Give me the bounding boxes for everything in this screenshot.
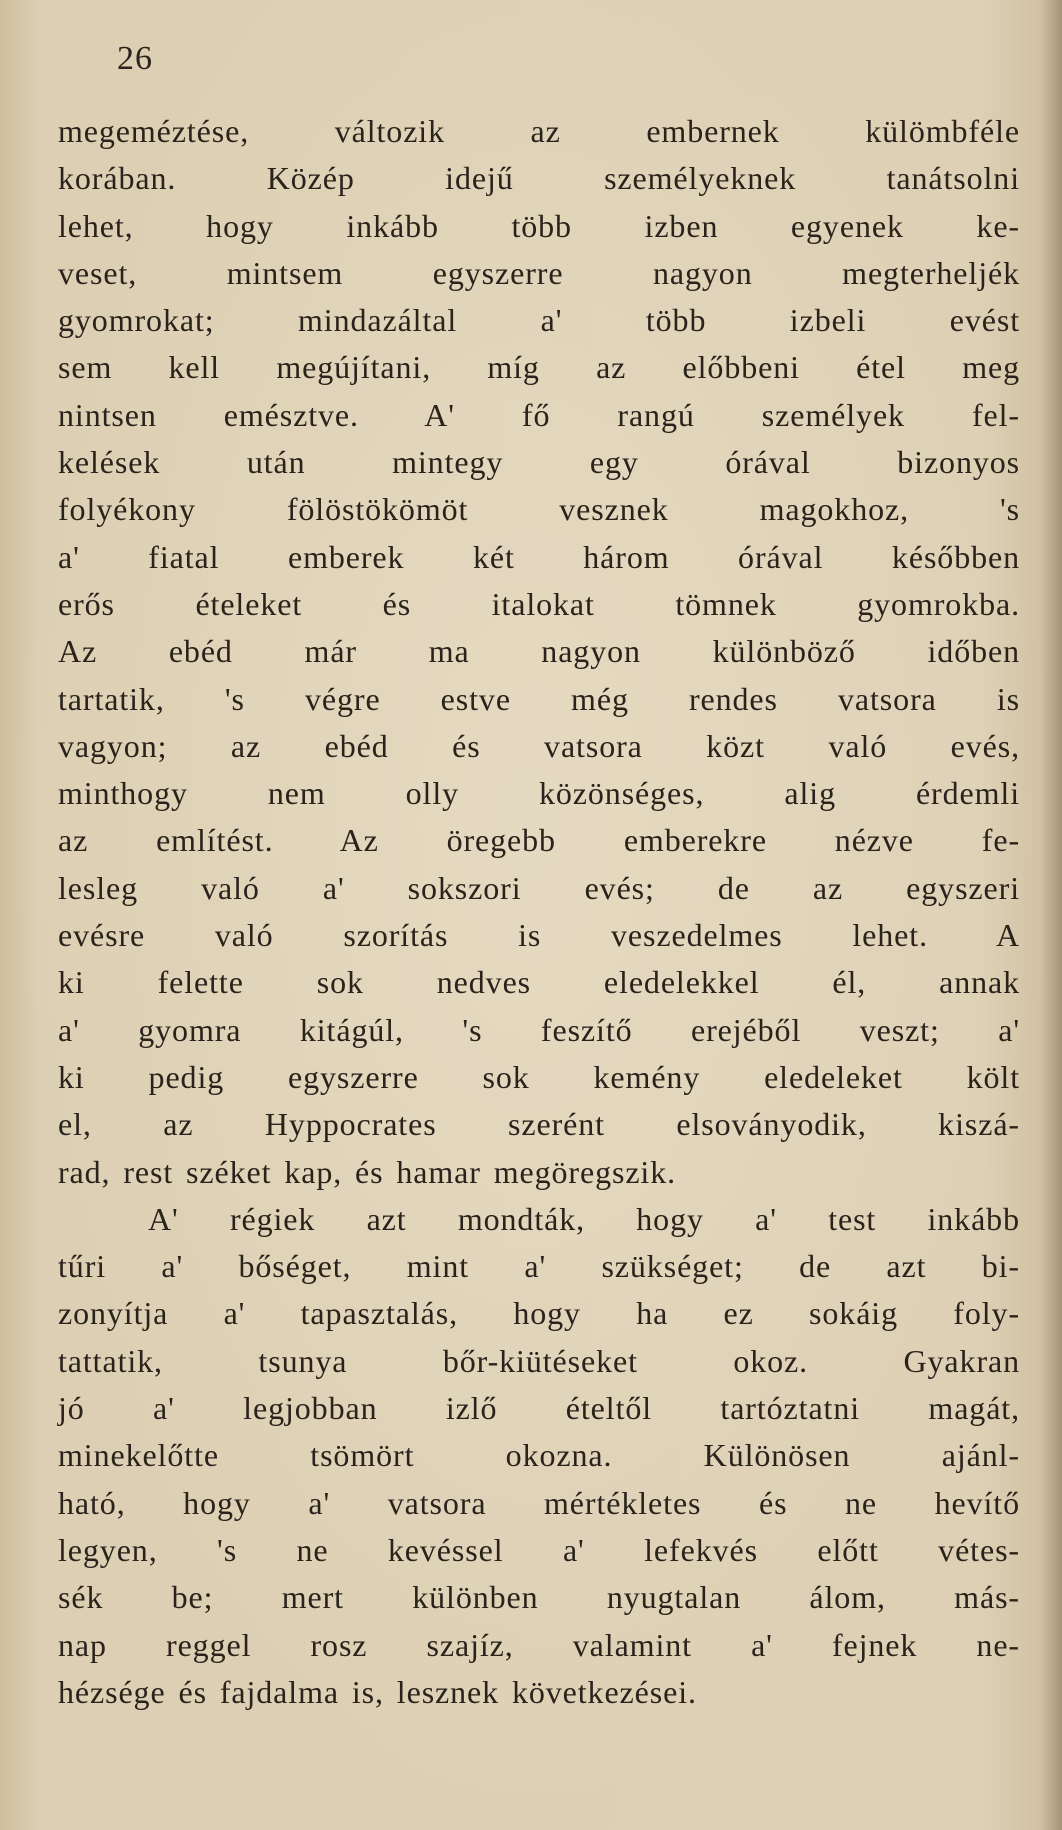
text-line: korában. Közép idejű személyeknek tanátsolni	[58, 160, 1020, 197]
text-line: lesleg való a' sokszori evés; de az egyszeri	[58, 869, 1020, 906]
text-line: erős ételeket és italokat tömnek gyomrokba.	[58, 585, 1020, 622]
body-text	[58, 108, 1020, 1716]
text-line: rad, rest széket kap, és hamar megöregszik.	[58, 1153, 677, 1190]
text-line: veset, mintsem egyszerre nagyon megterheljék	[58, 254, 1020, 291]
text-line: hézsége és fajdalma is, lesznek következései.	[58, 1673, 697, 1710]
text-line: tartatik, 's végre estve még rendes vatsora is	[58, 680, 1020, 717]
text-line: nap reggel rosz szajíz, valamint a' fejnek ne-	[58, 1626, 1020, 1663]
text-line: jó a' legjobban izlő ételtől tartóztatni magát,	[58, 1390, 1020, 1427]
text-line: gyomrokat; mindazáltal a' több izbeli evést	[58, 302, 1020, 339]
text-line: tattatik, tsunya bőr-kiütéseket okoz. Gyakran	[58, 1342, 1020, 1379]
text-line: a' fiatal emberek két három órával későbben	[58, 538, 1020, 575]
text-line: lehet, hogy inkább több izben egyenek ke-	[58, 207, 1020, 244]
text-line: a' gyomra kitágúl, 's feszítő erejéből veszt; a'	[58, 1011, 1020, 1048]
text-line: minthogy nem olly közönséges, alig érdemli	[58, 775, 1020, 812]
text-line: ki pedig egyszerre sok kemény eledeleket költ	[58, 1058, 1020, 1095]
text-line: kelések után mintegy egy órával bizonyos	[58, 444, 1020, 481]
page-number: 26	[117, 40, 153, 77]
text-line: Az ebéd már ma nagyon különböző időben	[58, 633, 1020, 670]
text-line: folyékony fölöstökömöt vesznek magokhoz, 's	[58, 491, 1020, 528]
text-line: zonyítja a' tapasztalás, hogy ha ez sokáig foly-	[58, 1295, 1020, 1332]
text-line: evésre való szorítás is veszedelmes lehet. A	[58, 917, 1020, 954]
text-line: el, az Hyppocrates szerént elsoványodik, kiszá-	[58, 1106, 1020, 1143]
paragraph-first-line: A' régiek azt mondták, hogy a' test inkább	[148, 1200, 1020, 1237]
text-line: vagyon; az ebéd és vatsora közt való evés,	[58, 727, 1020, 764]
page-edge-shadow	[1040, 0, 1062, 1830]
text-line: sék be; mert különben nyugtalan álom, más-	[58, 1579, 1020, 1616]
text-line: ki felette sok nedves eledelekkel él, annak	[58, 964, 1020, 1001]
text-line: tűri a' bőséget, mint a' szükséget; de azt bi-	[58, 1248, 1020, 1285]
text-line: megeméztése, változik az embernek külömbféle	[58, 113, 1020, 149]
text-line: sem kell megújítani, míg az előbbeni étel meg	[58, 349, 1020, 386]
text-line: legyen, 's ne kevéssel a' lefekvés előtt vétes-	[58, 1531, 1020, 1568]
text-line: az említést. Az öregebb emberekre nézve fe-	[58, 822, 1020, 859]
text-line: minekelőtte tsömört okozna. Különösen ajánl-	[58, 1437, 1020, 1474]
text-line: ható, hogy a' vatsora mértékletes és ne hevítő	[58, 1484, 1020, 1521]
text-line: nintsen emésztve. A' fő rangú személyek fel-	[58, 396, 1020, 433]
